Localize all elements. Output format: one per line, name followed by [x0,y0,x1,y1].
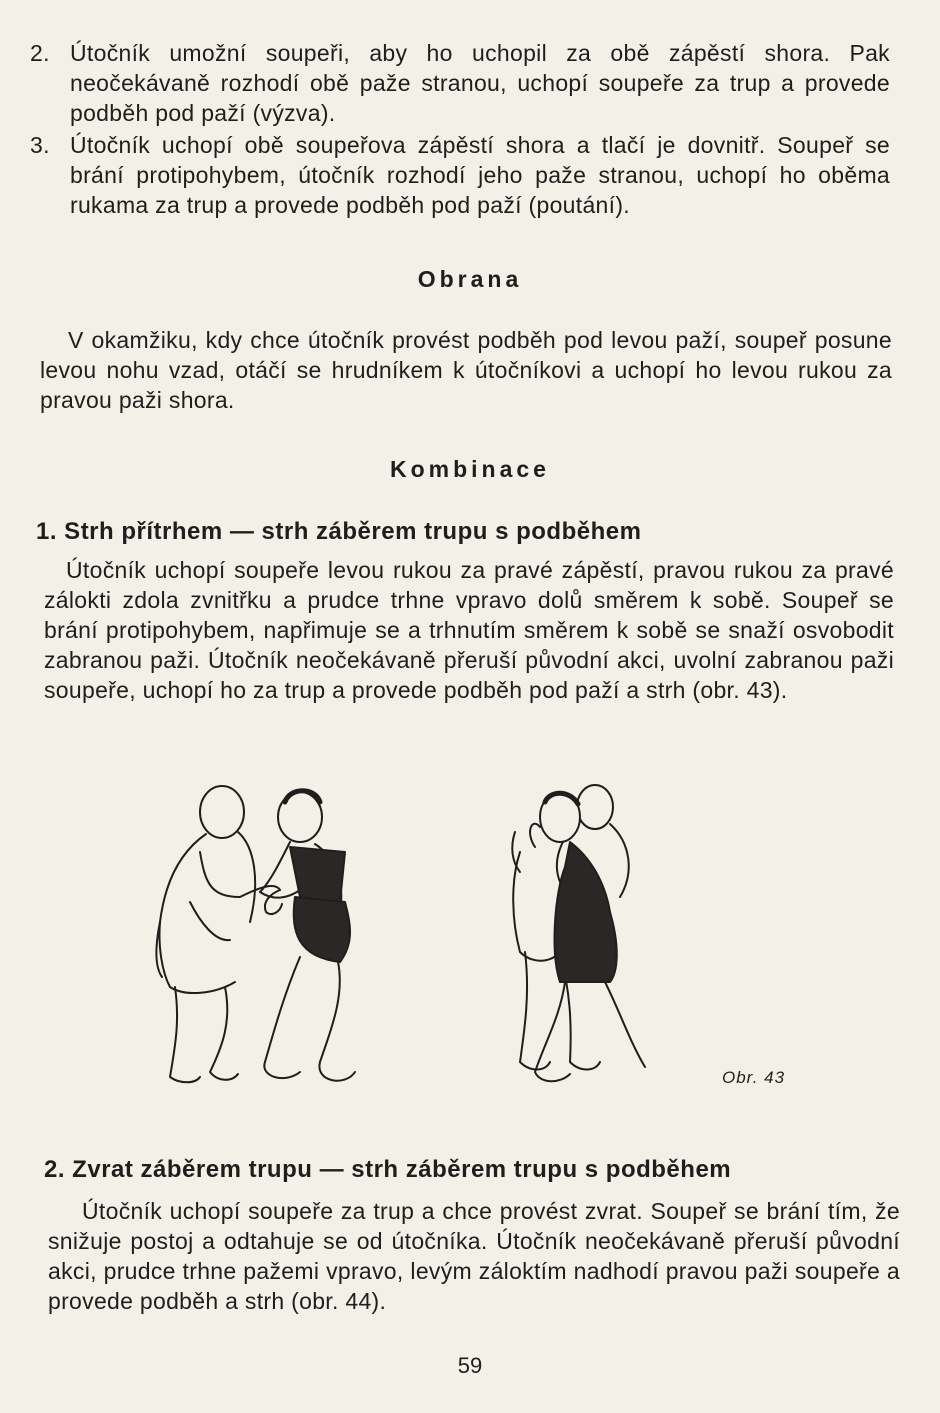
section-1-paragraph: Útočník uchopí soupeře levou rukou za pravé zápěstí, pravou rukou za pravé zálokti zdola zvnitřku a prudce trhne vpravo dolů směrem k sobě. Soupeř se brání protipohybem, napřimuje se a trhnutím směrem k sobě se snaží osvobodit zabranou paži. Útočník neočekávaně přeruší původní akci, uvolní zabranou paži soupeře, uchopí ho za trup a provede podběh pod paží a strh (obr. 43). [44,557,894,703]
obrana-paragraph: V okamžiku, kdy chce útočník provést podběh pod levou paží, soupeř posune levou nohu vzad, otáčí se hrudníkem k útočníkovi a uchopí ho levou rukou za pravou paži shora. [40,327,892,413]
wrestler-opponent-left-illustration [156,786,280,1082]
list-number: 3. [30,132,50,158]
list-item [30,130,890,220]
list-text: Útočník umožní soupeři, aby ho uchopil za obě zápěstí shora. Pak neočekávaně rozhodí obě paže stranou, uchopí soupeře za trup a provede podběh pod paží (výzva). [70,40,890,126]
list-item [30,38,890,128]
kombinace-heading: Kombinace [390,456,550,482]
section-1-title: 1. Strh přítrhem — strh záběrem trupu s podběhem [36,518,642,545]
wrestler-attacker-left-illustration [260,791,355,1081]
wrestler-attacker-right-illustration [530,792,645,1081]
wrestling-illustration-figure-43 [140,772,660,1102]
page-number: 59 [457,1353,483,1378]
section-2-paragraph: Útočník uchopí soupeře za trup a chce provést zvrat. Soupeř se brání tím, že snižuje postoj a odtahuje se od útočníka. Útočník neočekávaně přeruší původní akci, prudce trhne pažemi vpravo, levým záloktím nadhodí pravou paži soupeře a provede podběh a strh (obr. 44). [48,1198,900,1314]
section-2-title: 2. Zvrat záběrem trupu — strh záběrem trupu s podběhem [44,1156,732,1183]
obrana-heading: Obrana [417,266,523,292]
list-number: 2. [30,40,50,66]
figure-caption: Obr. 43 [722,1068,786,1087]
list-text: Útočník uchopí obě soupeřova zápěstí shora a tlačí je dovnitř. Soupeř se brání protipohybem, útočník rozhodí jeho paže stranou, uchopí ho oběma rukama za trup a provede podběh pod paží (poutání). [70,132,890,218]
